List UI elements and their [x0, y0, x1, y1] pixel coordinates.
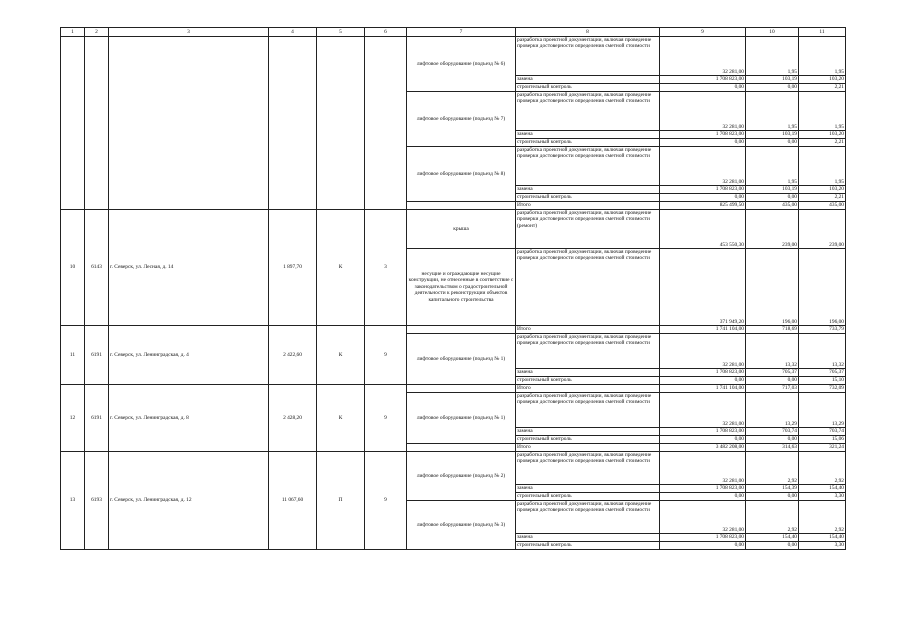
- repair-plan-table: [60, 27, 846, 550]
- value: 239,00: [799, 210, 846, 249]
- value: 32 281,00: [660, 37, 746, 76]
- cell-area: [269, 37, 317, 210]
- value: 13,32: [799, 334, 846, 369]
- building-code: 6191: [85, 385, 109, 452]
- value: 103,20: [799, 131, 846, 139]
- value: 13,29: [746, 393, 799, 428]
- value: 1 741 104,00: [660, 385, 746, 393]
- work-item-label: крыша: [407, 210, 516, 249]
- value: 2,92: [799, 452, 846, 485]
- value: 0,00: [746, 436, 799, 444]
- value: 703,74: [746, 428, 799, 436]
- value: 825 499,50: [660, 202, 746, 210]
- work-replace: замена: [516, 369, 660, 377]
- value: 1 741 104,00: [660, 326, 746, 334]
- work-total: Итого: [516, 385, 660, 393]
- value: 718,69: [746, 326, 799, 334]
- value: 0,00: [746, 493, 799, 501]
- value: 15,06: [799, 436, 846, 444]
- value: 1 708 823,00: [660, 428, 746, 436]
- value: 103,20: [799, 76, 846, 84]
- cell-empty: [407, 444, 516, 452]
- value: 2,21: [799, 139, 846, 147]
- work-item-label: лифтовое оборудование (подъезд № 6): [407, 37, 516, 92]
- value: 1,95: [799, 37, 846, 76]
- value: 154,40: [746, 534, 799, 542]
- work-total: Итого: [516, 326, 660, 334]
- building-area: 2 422,60: [269, 326, 317, 385]
- value: 32 281,00: [660, 92, 746, 131]
- cell-floors: [365, 37, 407, 210]
- value: 2,21: [799, 194, 846, 202]
- value: 1,95: [746, 147, 799, 186]
- value: 103,19: [746, 186, 799, 194]
- header-cell: 2: [85, 28, 109, 37]
- value: 717,03: [746, 385, 799, 393]
- cell-type: [317, 37, 365, 210]
- work-design: разработка проектной документации, включая проведение проверки достоверности определения сметной стоимости: [516, 393, 660, 428]
- header-cell: 10: [746, 28, 799, 37]
- work-design: разработка проектной документации, включая проведение проверки достоверности определения сметной стоимости (ремонт): [516, 210, 660, 249]
- work-control: строительный контроль: [516, 436, 660, 444]
- value: 0,00: [660, 377, 746, 385]
- header-cell: 1: [61, 28, 85, 37]
- header-cell: 7: [407, 28, 516, 37]
- header-cell: 9: [660, 28, 746, 37]
- value: 435,00: [799, 202, 846, 210]
- value: 0,00: [746, 84, 799, 92]
- value: 1,95: [746, 37, 799, 76]
- building-floors: 9: [365, 385, 407, 452]
- value: 314,63: [746, 444, 799, 452]
- work-total: Итого: [516, 444, 660, 452]
- work-design: разработка проектной документации, включая проведение проверки достоверности определения сметной стоимости: [516, 334, 660, 369]
- value: 732,09: [799, 385, 846, 393]
- value: 1 708 823,00: [660, 485, 746, 493]
- building-floors: 9: [365, 452, 407, 550]
- work-control: строительный контроль: [516, 542, 660, 550]
- work-item-label: несущие и ограждающие несущие конструкции, не отнесенные в соответствие с законодательством о градостроительной деятельности к реконструкции объектов капитального строительства: [407, 249, 516, 326]
- building-number: 12: [61, 385, 85, 452]
- building-address: г. Северск, ул. Ленинградская, д. 8: [109, 385, 269, 452]
- work-control: строительный контроль: [516, 377, 660, 385]
- value: 1,95: [799, 92, 846, 131]
- cell-empty: [407, 202, 516, 210]
- work-control: строительный контроль: [516, 194, 660, 202]
- value: 0,00: [746, 377, 799, 385]
- work-design: разработка проектной документации, включая проведение проверки достоверности определения сметной стоимости: [516, 249, 660, 326]
- value: 103,19: [746, 131, 799, 139]
- work-control: строительный контроль: [516, 139, 660, 147]
- work-design: разработка проектной документации, включая проведение проверки достоверности определения сметной стоимости: [516, 452, 660, 485]
- building-number: 10: [61, 210, 85, 326]
- work-item-label: лифтовое оборудование (подъезд № 1): [407, 393, 516, 444]
- building-area: 2 428,20: [269, 385, 317, 452]
- work-design: разработка проектной документации, включая проведение проверки достоверности определения сметной стоимости: [516, 92, 660, 131]
- value: 1,95: [746, 92, 799, 131]
- work-total: Итого: [516, 202, 660, 210]
- cell-num: [61, 37, 85, 210]
- building-floors: 9: [365, 326, 407, 385]
- value: 32 281,00: [660, 334, 746, 369]
- value: 15,10: [799, 377, 846, 385]
- work-replace: замена: [516, 131, 660, 139]
- header-cell: 6: [365, 28, 407, 37]
- header-cell: 5: [317, 28, 365, 37]
- header-cell: 4: [269, 28, 317, 37]
- value: 3 482 208,00: [660, 444, 746, 452]
- value: 196,00: [799, 249, 846, 326]
- value: 321,24: [799, 444, 846, 452]
- value: 32 281,00: [660, 501, 746, 534]
- value: 0,00: [746, 139, 799, 147]
- value: 32 281,00: [660, 393, 746, 428]
- value: 705,37: [799, 369, 846, 377]
- value: 13,29: [799, 393, 846, 428]
- cell-empty: [407, 385, 516, 393]
- value: 154,39: [746, 485, 799, 493]
- building-address: г. Северск, ул. Ленинградская, д. 12: [109, 452, 269, 550]
- value: 453 550,30: [660, 210, 746, 249]
- value: 1 708 823,00: [660, 369, 746, 377]
- building-address: г. Северск, ул. Лесная, д. 14: [109, 210, 269, 326]
- work-replace: замена: [516, 428, 660, 436]
- cell-empty: [407, 326, 516, 334]
- building-area: 1 897,70: [269, 210, 317, 326]
- building-type: К: [317, 385, 365, 452]
- building-code: 6193: [85, 452, 109, 550]
- header-cell: 8: [516, 28, 660, 37]
- table-row: [61, 452, 846, 485]
- value: 0,00: [660, 542, 746, 550]
- work-replace: замена: [516, 186, 660, 194]
- work-control: строительный контроль: [516, 493, 660, 501]
- value: 196,00: [746, 249, 799, 326]
- building-code: 6191: [85, 326, 109, 385]
- value: 3,30: [799, 542, 846, 550]
- cell-address: [109, 37, 269, 210]
- header-cell: 3: [109, 28, 269, 37]
- table-row: [61, 210, 846, 249]
- building-floors: 3: [365, 210, 407, 326]
- value: 3,30: [799, 493, 846, 501]
- value: 705,37: [746, 369, 799, 377]
- building-code: 6143: [85, 210, 109, 326]
- building-type: П: [317, 452, 365, 550]
- value: 2,21: [799, 84, 846, 92]
- value: 371 949,20: [660, 249, 746, 326]
- work-replace: замена: [516, 534, 660, 542]
- work-item-label: лифтовое оборудование (подъезд № 1): [407, 334, 516, 385]
- building-type: К: [317, 326, 365, 385]
- value: 103,19: [746, 76, 799, 84]
- value: 0,00: [660, 493, 746, 501]
- value: 2,92: [799, 501, 846, 534]
- value: 1 708 823,00: [660, 534, 746, 542]
- document-page: [60, 27, 846, 550]
- value: 0,00: [660, 139, 746, 147]
- work-item-label: лифтовое оборудование (подъезд № 8): [407, 147, 516, 202]
- building-number: 13: [61, 452, 85, 550]
- work-item-label: лифтовое оборудование (подъезд № 2): [407, 452, 516, 501]
- work-item-label: лифтовое оборудование (подъезд № 3): [407, 501, 516, 550]
- building-number: 11: [61, 326, 85, 385]
- value: 0,00: [746, 542, 799, 550]
- work-control: строительный контроль: [516, 84, 660, 92]
- work-design: разработка проектной документации, включая проведение проверки достоверности определения сметной стоимости: [516, 501, 660, 534]
- value: 1 708 823,00: [660, 186, 746, 194]
- value: 0,00: [660, 84, 746, 92]
- building-area: 11 067,60: [269, 452, 317, 550]
- work-item-label: лифтовое оборудование (подъезд № 7): [407, 92, 516, 147]
- work-design: разработка проектной документации, включая проведение проверки достоверности определения сметной стоимости: [516, 37, 660, 76]
- value: 0,00: [660, 436, 746, 444]
- table-row: [61, 326, 846, 334]
- work-replace: замена: [516, 76, 660, 84]
- value: 733,79: [799, 326, 846, 334]
- table-row: [61, 385, 846, 393]
- value: 435,00: [746, 202, 799, 210]
- value: 1 708 823,00: [660, 131, 746, 139]
- value: 1 708 823,00: [660, 76, 746, 84]
- value: 703,74: [799, 428, 846, 436]
- work-design: разработка проектной документации, включая проведение проверки достоверности определения сметной стоимости: [516, 147, 660, 186]
- value: 2,92: [746, 501, 799, 534]
- work-replace: замена: [516, 485, 660, 493]
- value: 32 281,00: [660, 452, 746, 485]
- header-cell: 11: [799, 28, 846, 37]
- value: 13,32: [746, 334, 799, 369]
- header-row: [61, 28, 846, 37]
- building-type: К: [317, 210, 365, 326]
- value: 154,40: [799, 534, 846, 542]
- table-row: [61, 37, 846, 76]
- value: 2,92: [746, 452, 799, 485]
- value: 0,00: [660, 194, 746, 202]
- value: 154,40: [799, 485, 846, 493]
- value: 239,00: [746, 210, 799, 249]
- building-address: г. Северск, ул. Ленинградская, д. 4: [109, 326, 269, 385]
- cell-code: [85, 37, 109, 210]
- value: 1,95: [799, 147, 846, 186]
- value: 32 281,00: [660, 147, 746, 186]
- value: 103,20: [799, 186, 846, 194]
- value: 0,00: [746, 194, 799, 202]
